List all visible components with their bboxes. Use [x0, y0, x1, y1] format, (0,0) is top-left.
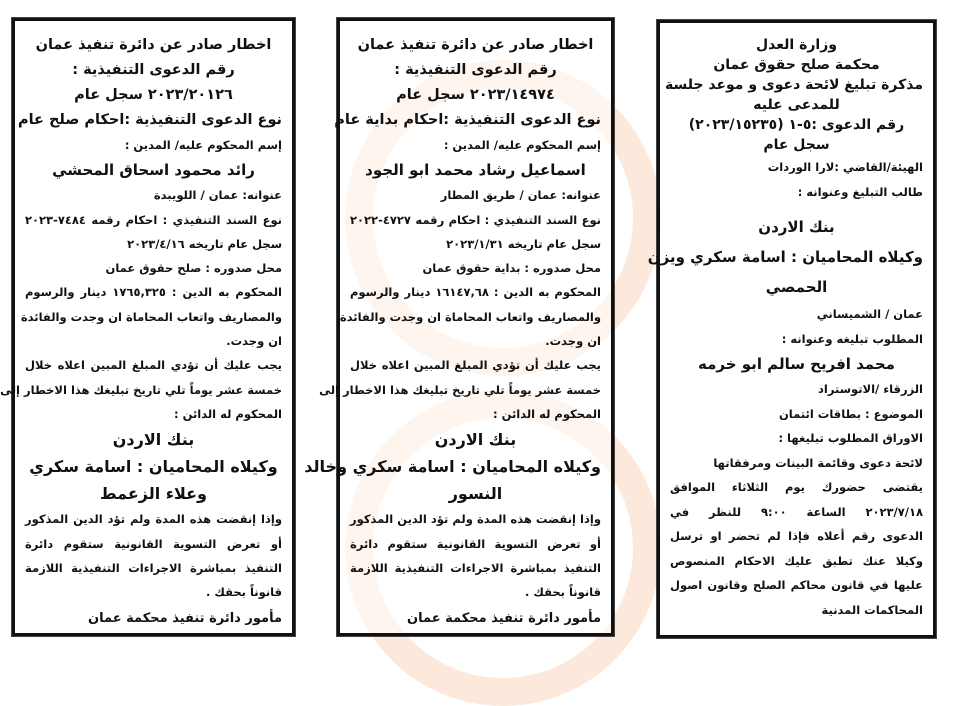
body-line: طالب التبليغ وعنوانه : — [797, 184, 923, 199]
body-line: والمصاريف واتعاب المحاماة ان وجدت والفائدة — [20, 309, 282, 324]
heading-line: ٢٠٢٣/١٤٩٧٤ سجل عام — [396, 87, 555, 103]
creditor-line: وعلاء الزعمط — [99, 484, 207, 504]
body-line: لائحة دعوى وقائمة البينات ومرفقاتها — [713, 455, 923, 470]
body-line: المحكوم له الدائن : — [174, 406, 282, 421]
body-line: عليها في قانون محاكم الصلح وقانون اصول — [670, 578, 923, 592]
body-line: يجب عليك أن تؤدي المبلغ المبين اعلاه خلال — [25, 358, 282, 373]
body-line: عنوانه: عمان / اللويبدة — [153, 188, 282, 203]
body-line: عمان / الشميساني — [816, 307, 923, 321]
heading-line: اخطار صادر عن دائرة تنفيذ عمان — [357, 37, 594, 53]
body-line: الزرقاء /الاتوستراد — [818, 382, 923, 396]
body-line: ٢٠٢٣/٧/١٨ الساعة ٩:٠٠ للنظر في — [670, 504, 923, 519]
body-line: إسم المحكوم عليه/ المدين : — [124, 138, 282, 152]
body-line: قانوناً بحقك . — [525, 585, 601, 600]
body-line: خمسة عشر يوماً تلي تاريخ تبليغك هذا الاخطار إلى — [0, 382, 282, 397]
heading-line: ٢٠٢٣/٢٠١٢٦ سجل عام — [74, 87, 233, 103]
body-line: الموضوع : بطاقات ائتمان — [778, 406, 923, 421]
body-line: سجل عام تاريخه ٢٠٢٣/٤/١٦ — [127, 236, 282, 251]
heading-line: رقم الدعوى التنفيذية : — [72, 62, 235, 78]
body-line: المحاكمات المدنية — [821, 602, 923, 617]
body-line: نوع السند التنفيذي : احكام رقمه ٤٧٢٧-٢٠٢٢ — [350, 212, 601, 227]
body-line: قانوناً بحقك . — [206, 585, 282, 600]
body-line: الهيئة/القاضي :لارا الوردات — [767, 160, 923, 174]
body-line: محل صدوره : بداية حقوق عمان — [422, 261, 601, 276]
heading-line: وزارة العدل — [756, 37, 837, 53]
body-line: أو تعرض التسوية القانونية ستقوم دائرة — [25, 536, 282, 551]
body-line: الاوراق المطلوب تبليغها : — [778, 431, 923, 445]
body-line: الدعوى رقم أعلاه فإذا لم تحضر او ترسل — [670, 529, 923, 543]
creditor-line: الحمصي — [765, 278, 828, 296]
creditor-line: بنك الاردن — [758, 218, 835, 236]
body-line: وكيلا عنك تطبق عليك الاحكام المنصوص — [670, 553, 923, 568]
body-line: نوع السند التنفيذي : احكام رقمه ٧٤٨٤-٢٠٢٣ — [25, 212, 282, 227]
body-line: خمسة عشر يوماً تلي تاريخ تبليغك هذا الاخطار إلى — [319, 382, 601, 397]
heading-line: مذكرة تبليغ لائحة دعوى و موعد جلسة — [664, 77, 923, 93]
heading-line: نوع الدعوى التنفيذية :احكام صلح عام — [17, 112, 282, 128]
heading-line: سجل عام — [763, 137, 830, 153]
body-line: ان وجدت. — [226, 334, 282, 349]
body-line: أو تعرض التسوية القانونية ستقوم دائرة — [350, 536, 601, 551]
notice-court-summons-15235 — [647, 20, 936, 638]
body-line: يجب عليك أن تؤدي المبلغ المبين اعلاه خلال — [350, 358, 601, 373]
spacer — [670, 204, 923, 212]
body-line: التنفيذ بمباشرة الاجراءات التنفيذية اللازمة — [25, 560, 282, 575]
body-line: محل صدوره : صلح حقوق عمان — [105, 261, 282, 276]
body-line: عنوانه: عمان / طريق المطار — [440, 188, 601, 203]
body-line: إسم المحكوم عليه/ المدين : — [443, 138, 601, 152]
heading-line: محكمة صلح حقوق عمان — [713, 57, 880, 73]
body-line: يقتضى حضورك يوم الثلاثاء الموافق — [670, 480, 923, 494]
body-line: المحكوم له الدائن : — [493, 406, 601, 421]
creditor-line: بنك الاردن — [434, 430, 517, 450]
notice-execution-14974 — [304, 18, 614, 636]
body-line: وإذا إنقضت هذه المدة ولم تؤد الدين المذكور — [350, 512, 601, 527]
body-line: ان وجدت. — [545, 334, 601, 349]
creditor-line: النسور — [448, 484, 503, 504]
body-line: وإذا إنقضت هذه المدة ولم تؤد الدين المذكور — [25, 512, 282, 527]
creditor-line: وكيلاه المحاميان : اسامة سكري ويزن — [647, 248, 923, 266]
signature-line: مأمور دائرة تنفيذ محكمة عمان — [88, 611, 282, 627]
party-name: اسماعيل رشاد محمد ابو الجود — [365, 161, 586, 180]
creditor-line: بنك الاردن — [112, 430, 195, 450]
party-name: محمد افريح سالم ابو خرمه — [698, 355, 895, 373]
heading-line: للمدعى عليه — [753, 97, 840, 113]
creditor-line: وكيلاه المحاميان : اسامة سكري — [29, 457, 278, 477]
heading-line: اخطار صادر عن دائرة تنفيذ عمان — [35, 37, 272, 53]
party-name: رائد محمود اسحاق المحشي — [52, 161, 255, 180]
body-line: المحكوم به الدين : ١٧٦٥,٣٢٥ دينار والرسوم — [25, 285, 282, 300]
body-line: والمصاريف واتعاب المحاماة ان وجدت والفائدة — [339, 309, 601, 324]
body-line: المطلوب تبليغه وعنوانه : — [781, 331, 923, 346]
heading-line: نوع الدعوى التنفيذية :احكام بداية عام — [334, 112, 601, 128]
body-line: سجل عام تاريخه ٢٠٢٣/١/٣١ — [446, 236, 601, 251]
signature-line: مأمور دائرة تنفيذ محكمة عمان — [407, 611, 601, 627]
heading-line: رقم الدعوى التنفيذية : — [394, 62, 557, 78]
notice-execution-20126 — [0, 18, 295, 636]
heading-line: رقم الدعوى :٥-١ (٢٠٢٣/١٥٢٣٥) — [688, 117, 905, 133]
body-line: المحكوم به الدين : ١٦١٤٧,٦٨ دينار والرسوم — [350, 285, 601, 300]
body-line: التنفيذ بمباشرة الاجراءات التنفيذية اللازمة — [350, 560, 601, 575]
creditor-line: وكيلاه المحاميان : اسامة سكري وخالد — [304, 457, 601, 477]
